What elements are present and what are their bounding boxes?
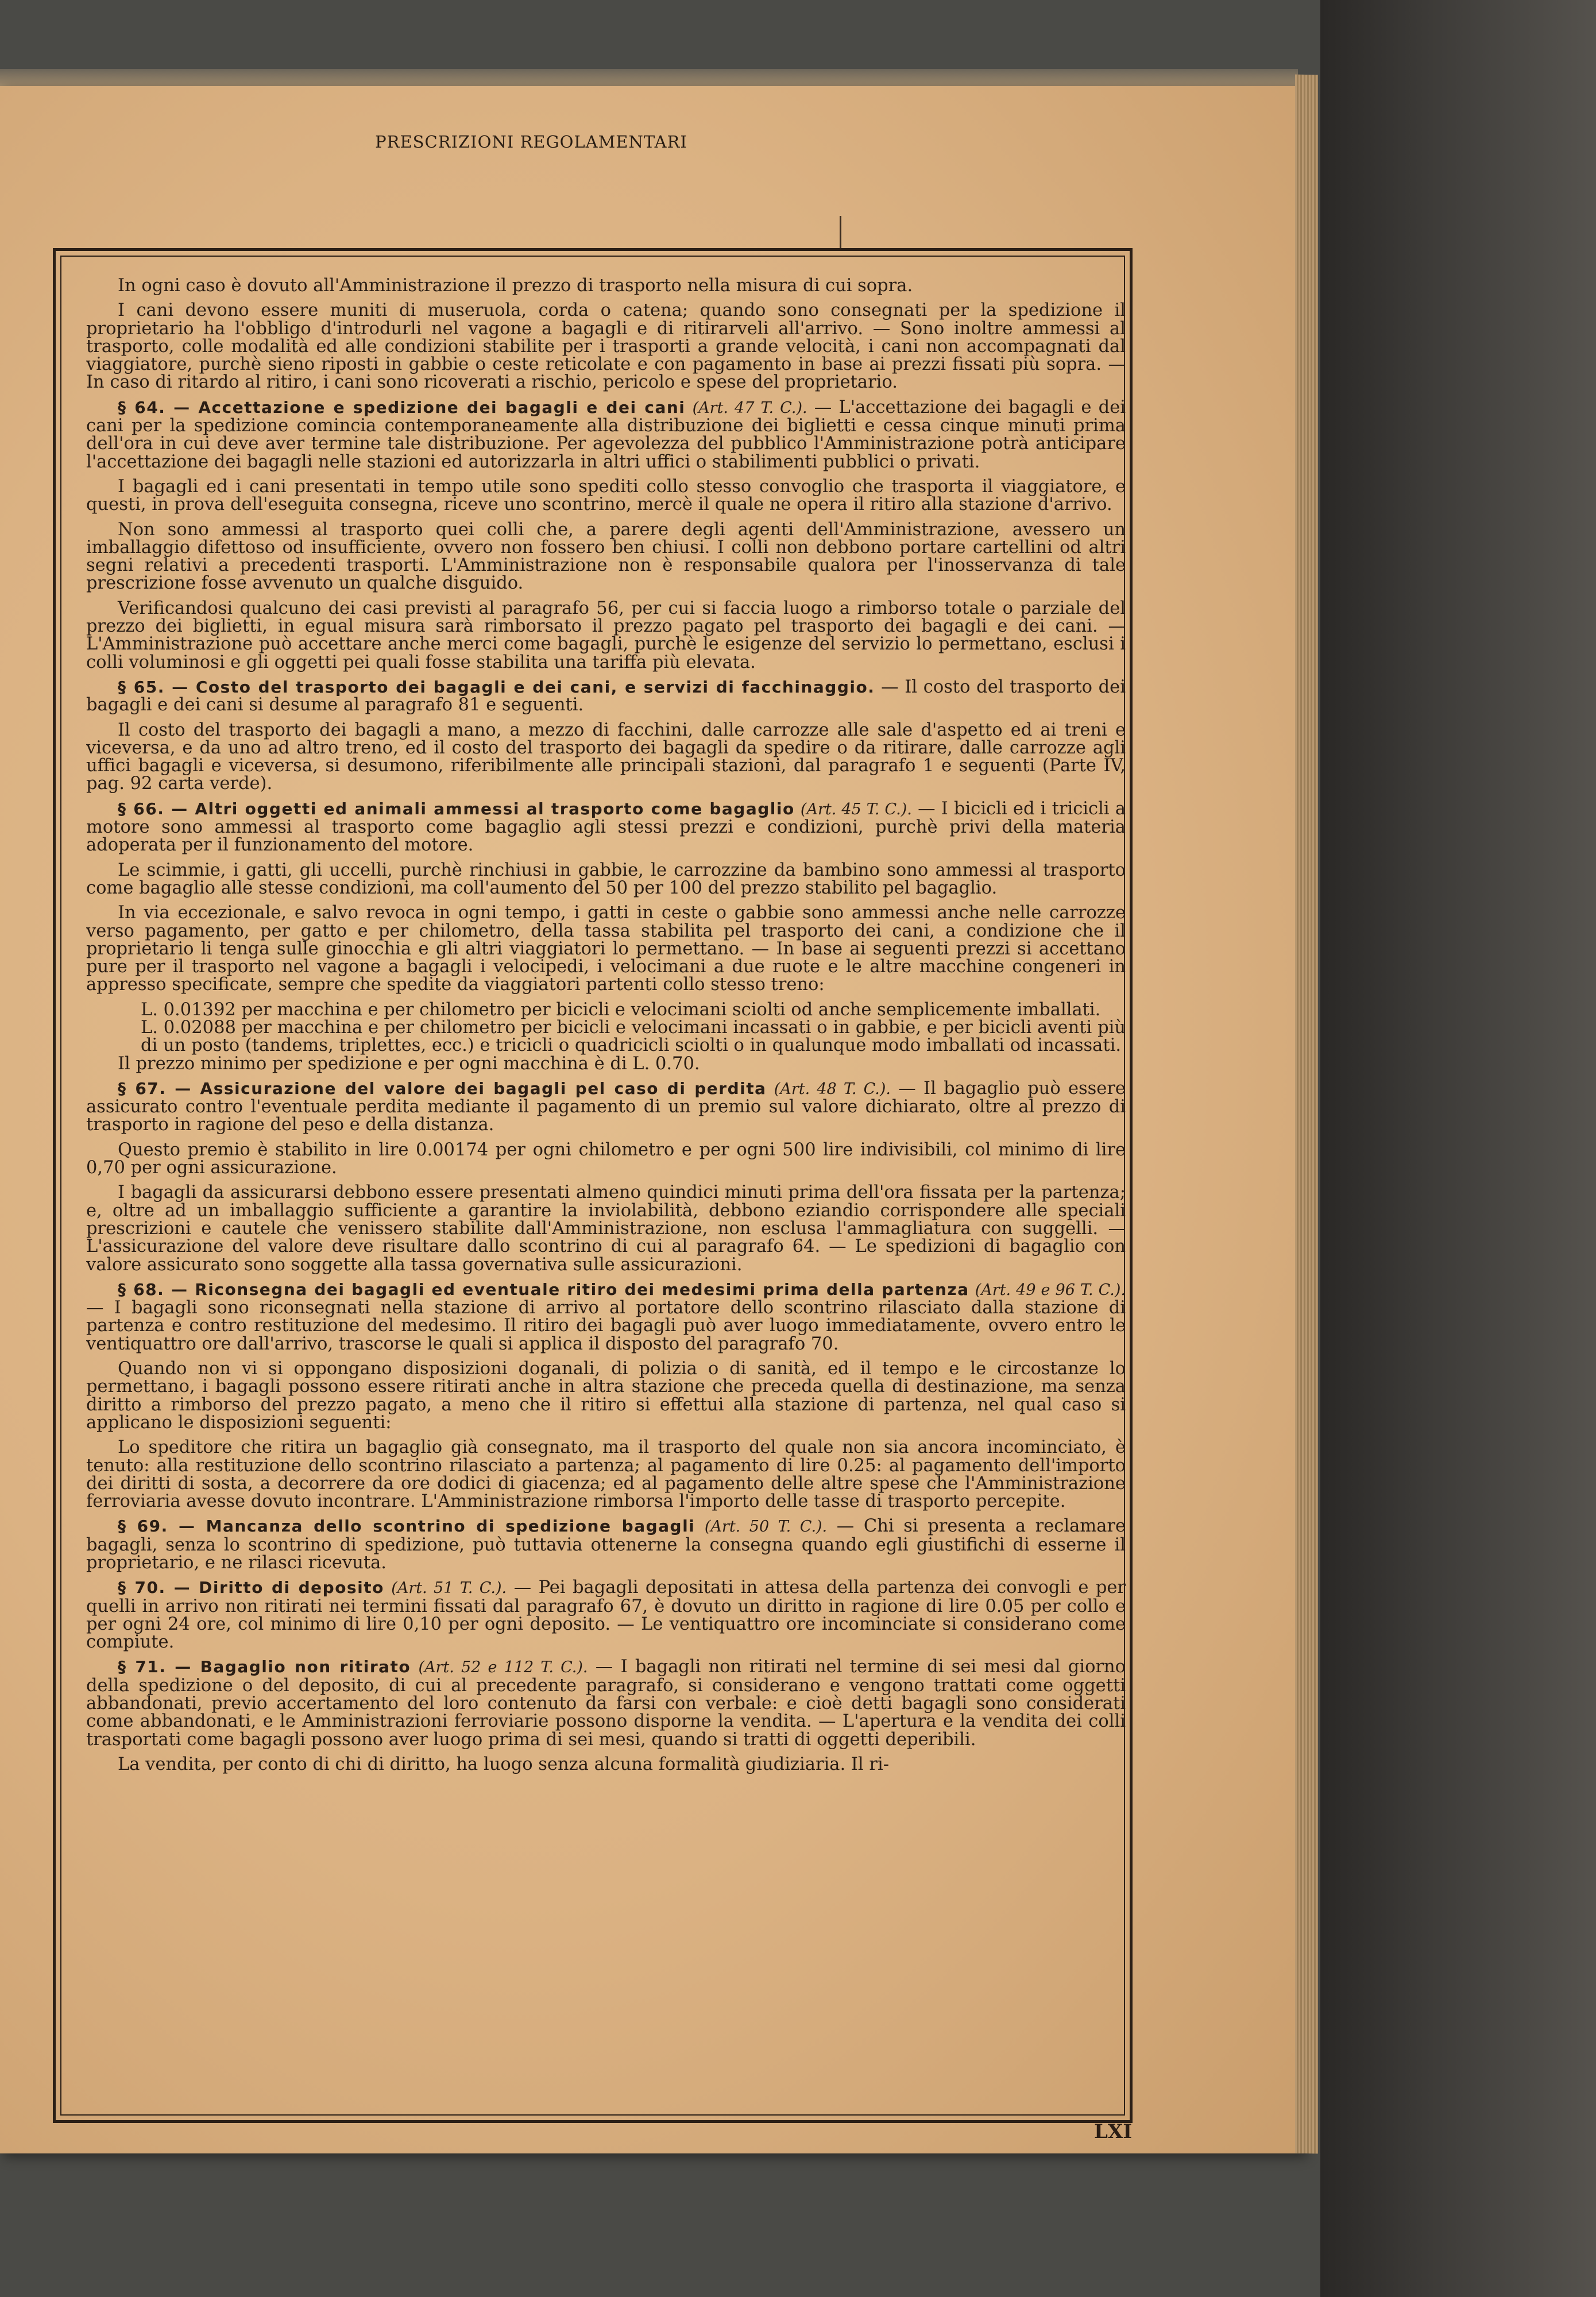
paragraph: La vendita, per conto di chi di diritto, ha luogo senza alcuna formalità giudiziaria. Il ri- [118, 1754, 889, 1774]
section-67: § 67. — Assicurazione del valore dei bagagli pel caso di perdita (Art. 48 T. C.). — Il bagaglio può essere assicurato contro l'eventuale perdita mediante il pagamento di un premio sul valore dichiarato, oltre al prezzo di trasporto in ragione del peso e della distanza. [86, 1078, 1126, 1135]
page-mark [840, 216, 841, 250]
paragraph: I bagagli da assicurarsi debbono essere presentati almeno quindici minuti prima dell'ora fissata per la partenza; e, oltre ad un imballaggio sufficiente a garantire la inviolabilità, debbono eziandio corrispondere alle speciali prescrizioni e cautele che venissero stabilite dall'Amministrazione, non esclusa l'ammagliatura con suggelli. — L'assicurazione del valore deve risultare dallo scontrino di cui al paragrafo 64. — Le spedizioni di bagaglio con valore assicurato sono soggette alla tassa governativa sulle assicurazioni. [86, 1182, 1126, 1275]
paragraph: In via eccezionale, e salvo revoca in ogni tempo, i gatti in ceste o gabbie sono ammessi anche nelle carrozze verso pagamento, per gatto e per chilometro, della tassa stabilita pel trasporto dei cani, a condizione che il proprietario li tenga sulle ginocchia e gli altri viaggiatori lo permettano. — In base ai seguenti prezzi si accettano pure per il trasporto nel vagone a bagagli i velocipedi, i velocimani a due ruote e le altre macchine congeneri in appresso specificate, sempre che spedite da viaggiatori partenti collo stesso treno: [86, 903, 1126, 995]
section-heading: § 69. — Mancanza dello scontrino di spedizione bagagli [118, 1517, 695, 1536]
running-head: PRESCRIZIONI REGOLAMENTARI [375, 132, 687, 152]
paragraph: Quando non vi si oppongano disposizioni doganali, di polizia o di sanità, ed il tempo e le circostanze lo permettano, i bagagli possono essere ritirati anche in altra stazione che preceda quella di destinazione, ma senza diritto a rimborso del prezzo pagato, a meno che il ritiro si effettui alla stazione di partenza, nel qual caso si applicano le disposizioni seguenti: [86, 1359, 1126, 1433]
article-reference: (Art. 51 T. C.). [391, 1579, 507, 1598]
paragraph: Lo speditore che ritira un bagaglio già consegnato, ma il trasporto del quale non sia ancora incominciato, è tenuto: alla restituzione dello scontrino rilasciato a partenza; al pagamento di lire 0.25: al pagamento dell'importo dei diritti di sosta, a decorrere da ore dodici di giacenza; ed al pagamento delle altre spese che l'Amministrazione ferroviaria avesse dovuto incontrare. L'Amministrazione rimborsa l'importo delle tasse di trasporto percepite. [86, 1437, 1126, 1512]
paragraph: Verificandosi qualcuno dei casi previsti al paragrafo 56, per cui si faccia luogo a rimborso totale o parziale del prezzo dei biglietti, in egual misura sarà rimborsato il prezzo pagato pel trasporto dei bagagli e dei cani. — L'Amministrazione può accettare anche merci come bagagli, purchè le esigenze del servizio lo permettano, esclusi i colli voluminosi e gli oggetti pei quali fosse stabilita una tariffa più elevata. [86, 598, 1126, 672]
section-heading: § 67. — Assicurazione del valore dei bagagli pel caso di perdita [118, 1078, 767, 1098]
body-text [86, 277, 1126, 2086]
paragraph: Le scimmie, i gatti, gli uccelli, purchè rinchiusi in gabbie, le carrozzine da bambino sono ammessi al trasporto come bagaglio alle stesse condizioni, ma coll'aumento del 50 per 100 del prezzo stabilito pel bagaglio. [86, 860, 1126, 898]
page-edges [1295, 75, 1318, 2154]
section-71: § 71. — Bagaglio non ritirato (Art. 52 e 112 T. C.). — I bagagli non ritirati nel termine di sei mesi dal giorno della spedizione o del deposito, di cui al precedente paragrafo, si considerano e vengono trattati come oggetti abbandonati, previo accertamento del loro contenuto da farsi con verbale: e cioè detti bagagli sono considerati come abbandonati, e le Amministrazioni ferroviarie possono disporne la vendita. — L'apertura e la vendita dei colli trasportati come bagagli possono aver luogo prima di sei mesi, quando si tratti di oggetti deperibili. [86, 1657, 1126, 1750]
article-reference: (Art. 50 T. C.). [704, 1518, 828, 1536]
article-reference: (Art. 45 T. C.). [800, 800, 912, 818]
paragraph: In ogni caso è dovuto all'Amministrazione il prezzo di trasporto nella misura di cui sopra. [118, 277, 913, 296]
article-reference: (Art. 49 e 96 T. C.). [975, 1281, 1126, 1299]
section-heading: § 68. — Riconsegna dei bagagli ed eventuale ritiro dei medesimi prima della partenza [118, 1279, 969, 1299]
article-reference: (Art. 52 e 112 T. C.). [418, 1658, 588, 1677]
article-reference: (Art. 47 T. C.). [692, 399, 807, 417]
section-heading: § 64. — Accettazione e spedizione dei bagagli e dei cani [118, 397, 686, 417]
article-reference: (Art. 48 T. C.). [774, 1080, 891, 1098]
section-70: § 70. — Diritto di deposito (Art. 51 T. C.). — Pei bagagli depositati in attesa della partenza dei convogli e per quelli in arrivo non ritirati nei termini fissati dal paragrafo 67, è dovuto un diritto in ragione di lire 0.05 per collo e per ogni 24 ore, col minimo di lire 0,10 per ogni deposito. — Le ventiquattro ore incominciate si considerano come compiute. [86, 1577, 1126, 1653]
tariff-list [118, 1001, 1126, 1055]
section-66: § 66. — Altri oggetti ed animali ammessi al trasporto come bagaglio (Art. 45 T. C.). — I bicicli ed i tricicli a motore sono ammessi al trasporto come bagaglio agli stessi prezzi e condizioni, purchè privi della materia adoperata per il funzionamento del motore. [86, 798, 1126, 856]
tariff-line: L. 0.01392 per macchina e per chilometro per bicicli e velocimani sciolti od anche semplicemente imballati. [141, 999, 1101, 1020]
background-dark-surface [1320, 0, 1596, 2297]
section-65: § 65. — Costo del trasporto dei bagagli e dei cani, e servizi di facchinaggio. — Il costo del trasporto dei bagagli e dei cani si desume al paragrafo 81 e seguenti. [86, 676, 1126, 716]
section-heading: § 71. — Bagaglio non ritirato [118, 1657, 411, 1677]
paragraph: Il costo del trasporto dei bagagli a mano, a mezzo di facchini, dalle carrozze alle sale d'aspetto ed ai treni e viceversa, e da uno ad altro treno, ed il costo del trasporto dei bagagli da spedire o da ritirare, dalle carrozze agli uffici bagagli e viceversa, si desumono, riferibilmente alle principali stazioni, dal paragrafo 1 e seguenti (Parte IV, pag. 92 carta verde). [86, 720, 1126, 794]
section-64: § 64. — Accettazione e spedizione dei bagagli e dei cani (Art. 47 T. C.). — L'accettazione dei bagagli e dei cani per la spedizione comincia contemporaneamente alla distribuzione dei biglietti e cessa cinque minuti prima dell'ora in cui deve aver termine tale distribuzione. Per agevolezza del pubblico l'Amministrazione potrà anticipare l'accettazione dei bagagli nelle stazioni ed autorizzarla in altri uffici o stabilimenti pubblici o privati. [86, 397, 1126, 472]
paragraph: Non sono ammessi al trasporto quei colli che, a parere degli agenti dell'Amministrazione, avessero un imballaggio difettoso od insufficiente, ovvero non fossero ben chiusi. I colli non debbono portare cartellini od altri segni relativi a precedenti trasporti. L'Amministrazione non è responsabile qualora per l'inosservanza di tale prescrizione fosse avvenuto un qualche disguido. [86, 519, 1126, 594]
paragraph: Il prezzo minimo per spedizione e per ogni macchina è di L. 0.70. [118, 1053, 700, 1074]
page-number: LXI [1094, 2120, 1133, 2143]
section-68: § 68. — Riconsegna dei bagagli ed eventuale ritiro dei medesimi prima della partenza (Art. 49 e 96 T. C.). — I bagagli sono riconsegnati nella stazione di arrivo al portatore dello scontrino rilasciato dalla stazione di partenza e contro restituzione del medesimo. Il ritiro dei bagagli può aver luogo immediatamente, ovvero entro le ventiquattro ore dall'arrivo, trascorse le quali si applica il disposto del paragrafo 70. [86, 1279, 1126, 1354]
paragraph: I bagagli ed i cani presentati in tempo utile sono spediti collo stesso convoglio che trasporta il viaggiatore, e questi, in prova dell'eseguita consegna, riceve uno scontrino, mercè il quale ne opera il ritiro alla stazione d'arrivo. [86, 476, 1126, 515]
section-heading: § 70. — Diritto di deposito [118, 1578, 384, 1598]
paragraph: I cani devono essere muniti di museruola, corda o catena; quando sono consegnati per la spedizione il proprietario ha l'obbligo d'introdurli nel vagone a bagagli e di ritirarveli all'arrivo. — Sono inoltre ammessi al trasporto, colle modalità ed alle condizioni stabilite per i trasporti a grande velocità, i cani non accompagnati dal viaggiatore, purchè sieno riposti in gabbie o ceste reticolate e con pagamento in base ai prezzi fissati più sopra. — In caso di ritardo al ritiro, i cani sono ricoverati a rischio, pericolo e spese del proprietario. [86, 300, 1126, 393]
paragraph: Questo premio è stabilito in lire 0.00174 per ogni chilometro e per ogni 500 lire indivisibili, col minimo di lire 0,70 per ogni assicurazione. [86, 1139, 1126, 1178]
section-heading: § 65. — Costo del trasporto dei bagagli e dei cani, e servizi di facchinaggio. [118, 677, 875, 697]
tariff-line: L. 0.02088 per macchina e per chilometro per bicicli e velocimani incassati o in gabbie, e per bicicli aventi più di un posto (tandems, triplettes, ecc.) e tricicli o quadricicli sciolti o in qualunque modo imballati od incassati. [141, 1017, 1126, 1056]
section-69: § 69. — Mancanza dello scontrino di spedizione bagagli (Art. 50 T. C.). — Chi si presenta a reclamare bagagli, senza lo scontrino di spedizione, può tuttavia ottenerne la consegna quando egli giustifichi di esserne il proprietario, e ne rilasci ricevuta. [86, 1516, 1126, 1573]
section-heading: § 66. — Altri oggetti ed animali ammessi al trasporto come bagaglio [118, 799, 795, 818]
